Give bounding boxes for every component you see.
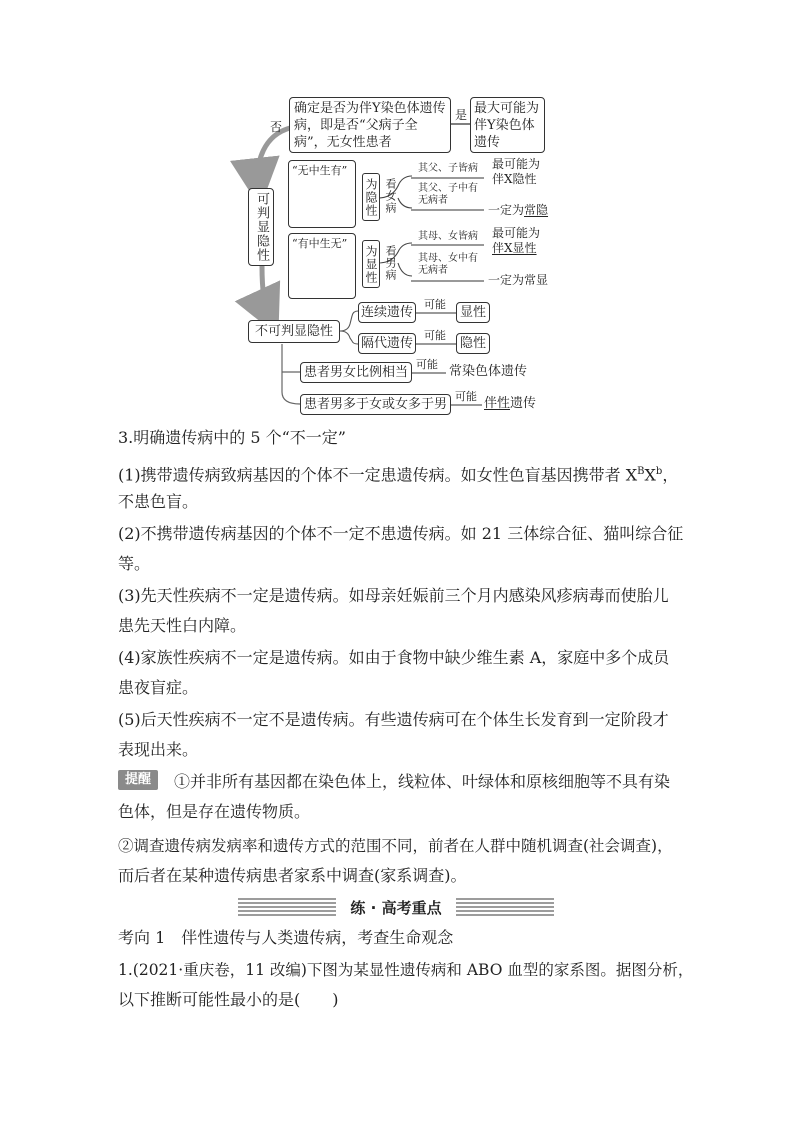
dominant-title: “有中生无” [292, 237, 348, 250]
dominant-result2: 一定为常显 [488, 273, 549, 287]
continuous-box: 连续遗传 [358, 302, 416, 323]
recessive-result2-prefix: 一定为 [488, 203, 525, 217]
item3-line2: 患先天性白内障。 [118, 616, 247, 635]
item1-x: X [644, 465, 656, 485]
unequal-result-key: 伴性 [484, 396, 511, 411]
item1-end: ， [662, 465, 679, 485]
item2-line1: (2)不携带遗传病基因的个体不一定不患遗传病。如 21 三体综合征、猫叫综合征 [118, 524, 684, 543]
item4-line1: (4)家族性疾病不一定是遗传病。如由于食物中缺少维生素 A，家庭中多个成员 [118, 648, 670, 667]
recessive-branch1: 其父、子皆病 [418, 163, 478, 174]
possible-label-2: 可能 [424, 329, 446, 342]
tip-p2-line2: 而后者在某种遗传病患者家系中调查(家系调查)。 [118, 866, 467, 885]
item5-line2: 表现出来。 [118, 740, 199, 759]
arrow-no-to-can-determine [257, 128, 290, 188]
tip-p2-line1: ②调查遗传病发病率和遗传方式的范围不同，前者在人群中随机调查(社会调查)， [118, 837, 673, 855]
recessive-title: “无中生有” [292, 164, 348, 177]
label-no: 否 [270, 120, 283, 134]
section3-heading: 3.明确遗传病中的 5 个“不一定” [118, 428, 346, 447]
y-linked-check-box: 确定是否为伴Y染色体遗传病，即是否“父病子全病”，无女性患者 [289, 97, 451, 153]
possible-label-3: 可能 [416, 358, 438, 371]
dominant-look: 看男病 [384, 245, 397, 281]
section-banner [238, 898, 554, 918]
question1-line2: 以下推断可能性最小的是( ) [118, 990, 339, 1009]
can-determine-box: 可判显隐性 [248, 188, 274, 266]
item1-sup-lower-b: b [655, 466, 663, 477]
dominant-result1-key: 伴X显性 [492, 241, 537, 255]
skip-box: 隔代遗传 [358, 333, 416, 354]
possible-label-1: 可能 [424, 298, 446, 311]
item1-text: (1)携带遗传病致病基因的个体不一定患遗传病。如女性色盲基因携带者 X [118, 465, 638, 485]
item5-line1: (5)后天性疾病不一定不是遗传病。有些遗传病可在个体生长发育到一定阶段才 [118, 710, 669, 729]
skip-result-box: 隐性 [456, 333, 490, 354]
recessive-result2 [488, 203, 548, 218]
unequal-ratio-box: 患者男多于女或女多于男 [300, 394, 451, 415]
item1-line1 [118, 462, 678, 485]
equal-ratio-box: 患者男女比例相当 [300, 362, 412, 383]
tip-p1-line2: 色体，但是存在遗传物质。 [118, 802, 311, 821]
equal-ratio-result: 常染色体遗传 [449, 364, 528, 379]
tip-badge: 提醒 [118, 770, 158, 790]
dominant-result1-prefix: 最可能为 [492, 226, 541, 240]
dominant-branch1: 其母、女皆病 [418, 231, 478, 242]
tip-p1-line1: ①并非所有基因都在染色体上，线粒体、叶绿体和原核细胞等不具有染 [174, 772, 671, 791]
possible-label-4: 可能 [455, 390, 477, 403]
banner-label: 练 · 高考重点 [336, 898, 456, 918]
recessive-result2-key: 常隐 [524, 203, 549, 217]
dominant-branch2: 其母、女中有无病者 [418, 253, 478, 276]
arrow-to-cannot-determine [262, 266, 270, 318]
question1-line1: 1.(2021·重庆卷，11 改编)下图为某显性遗传病和 ABO 血型的家系图。据图分析， [118, 961, 694, 979]
item2-line2: 等。 [118, 554, 151, 573]
recessive-look: 看女病 [384, 178, 397, 214]
recessive-verdict-box: 为隐性 [362, 173, 380, 221]
item1-sup-b: B [637, 466, 645, 477]
cannot-determine-box: 不可判显隐性 [248, 320, 340, 343]
item1-line2: 不患色盲。 [118, 492, 199, 511]
bracket-continuous-skip [340, 311, 358, 344]
dominant-verdict-box: 为显性 [362, 240, 380, 288]
unequal-result-suffix: 遗传 [510, 396, 537, 411]
y-linked-result-box: 最大可能为伴Y染色体遗传 [470, 97, 545, 153]
recessive-result1: 最可能为伴X隐性 [492, 157, 541, 186]
unequal-ratio-result [484, 395, 536, 412]
item4-line2: 患夜盲症。 [118, 678, 199, 697]
connector-cannot-to-ratio [282, 344, 300, 404]
recessive-branch2: 其父、子中有无病者 [418, 183, 478, 206]
label-yes: 是 [455, 108, 468, 122]
direction-heading: 考向 1 伴性遗传与人类遗传病，考查生命观念 [118, 928, 454, 947]
item3-line1: (3)先天性疾病不一定是遗传病。如母亲妊娠前三个月内感染风疹病毒而使胎儿 [118, 586, 669, 605]
continuous-result-box: 显性 [456, 302, 490, 323]
dominant-result1 [492, 226, 550, 256]
